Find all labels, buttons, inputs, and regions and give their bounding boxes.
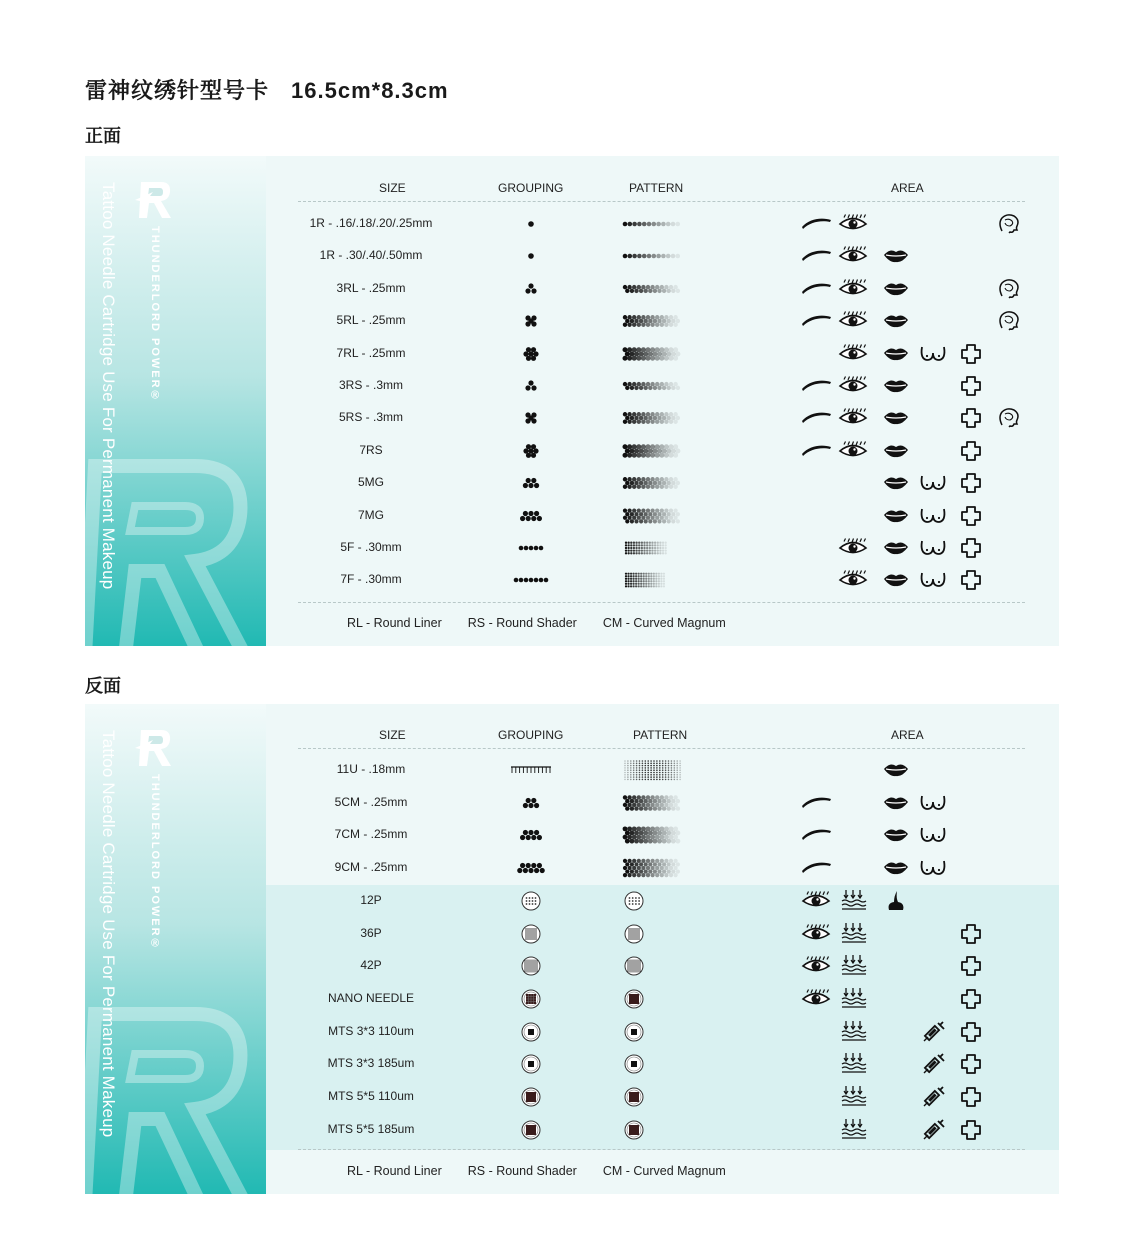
grouping-icon — [511, 245, 551, 267]
eye-icon — [801, 888, 831, 912]
legend-item: RL - Round Liner — [347, 1164, 442, 1178]
eye-icon — [838, 341, 868, 365]
lip-icon — [881, 855, 911, 879]
plus-icon — [956, 986, 986, 1010]
grouping-icon — [511, 890, 551, 912]
grouping-icon — [511, 537, 551, 559]
size-label: 5RL - .25mm — [336, 313, 406, 328]
grouping-icon — [511, 857, 551, 879]
plus-icon — [956, 1084, 986, 1108]
back-header-pattern: PATTERN — [633, 728, 688, 742]
lip-icon — [881, 276, 911, 300]
size-label: 5RS - .3mm — [338, 410, 403, 425]
size-label: 7CM - .25mm — [334, 827, 408, 842]
back-header-grouping: GROUPING — [498, 728, 564, 742]
pattern-icon — [622, 472, 684, 494]
grouping-icon — [511, 375, 551, 397]
back-card — [85, 704, 1059, 1194]
plus-icon — [956, 438, 986, 462]
brow-icon — [801, 211, 831, 235]
table-row — [266, 272, 1059, 305]
table-row — [266, 207, 1059, 240]
table-row — [266, 818, 1059, 851]
eye-icon — [838, 276, 868, 300]
grouping-icon — [511, 824, 551, 846]
front-legend — [347, 616, 752, 630]
skin-icon — [838, 1051, 868, 1075]
pattern-icon — [622, 440, 684, 462]
brow-icon — [801, 373, 831, 397]
grouping-icon — [511, 213, 551, 235]
size-label: 1R - .30/.40/.50mm — [319, 248, 423, 263]
table-row — [266, 1047, 1059, 1080]
lip-icon — [881, 438, 911, 462]
eye-icon — [801, 953, 831, 977]
pattern-icon — [622, 343, 684, 365]
breast-icon — [918, 503, 948, 527]
lip-icon — [881, 341, 911, 365]
grouping-icon — [511, 569, 551, 591]
plus-icon — [956, 1117, 986, 1141]
skin-icon — [838, 1019, 868, 1043]
plus-icon — [956, 470, 986, 494]
face-icon — [994, 211, 1024, 235]
lip-icon — [881, 790, 911, 814]
syringe-icon — [918, 1117, 948, 1141]
eye-icon — [838, 308, 868, 332]
pattern-icon — [622, 505, 684, 527]
title-dimensions: 16.5cm*8.3cm — [291, 78, 449, 103]
pattern-icon — [622, 278, 684, 300]
table-row — [266, 531, 1059, 564]
table-row — [266, 949, 1059, 982]
plus-icon — [956, 1051, 986, 1075]
page-title — [85, 74, 449, 105]
face-icon — [994, 308, 1024, 332]
legend-item: CM - Curved Magnum — [602, 616, 726, 630]
plus-icon — [956, 341, 986, 365]
legend-item: RS - Round Shader — [467, 616, 577, 630]
pattern-icon — [622, 1119, 684, 1141]
lip-icon — [881, 405, 911, 429]
front-divider-top — [298, 201, 1025, 202]
size-label: 3RS - .3mm — [338, 378, 403, 392]
breast-icon — [918, 855, 948, 879]
size-label: 3RL - .25mm — [336, 280, 406, 295]
table-row — [266, 884, 1059, 917]
front-header-grouping: GROUPING — [498, 181, 564, 195]
size-label: MTS 5*5 110um — [328, 1089, 414, 1103]
plus-icon — [956, 921, 986, 945]
size-label: 5F - .30mm — [340, 540, 402, 554]
size-label: 7MG — [357, 507, 384, 522]
plus-icon — [956, 953, 986, 977]
syringe-icon — [918, 1019, 948, 1043]
legend-item: RL - Round Liner — [347, 616, 442, 630]
front-side-panel — [85, 156, 266, 646]
back-side-tagline: Tattoo Needle Cartridge Use For Permanent Makeup — [99, 730, 118, 1138]
pattern-icon — [622, 890, 684, 912]
lip-icon — [881, 757, 911, 781]
front-header-pattern: PATTERN — [629, 181, 684, 195]
syringe-icon — [918, 1051, 948, 1075]
hair-icon — [881, 888, 911, 912]
brow-icon — [801, 276, 831, 300]
table-row — [266, 982, 1059, 1015]
table-row — [266, 753, 1059, 786]
brow-icon — [801, 405, 831, 429]
lip-icon — [881, 308, 911, 332]
back-label: 反面 — [85, 676, 121, 697]
face-icon — [994, 405, 1024, 429]
pattern-icon — [622, 988, 684, 1010]
legend-item: RS - Round Shader — [467, 1164, 577, 1178]
grouping-icon — [511, 955, 551, 977]
size-label: NANO NEEDLE — [327, 990, 415, 1005]
front-side-brand: THUNDERLORD POWER® — [149, 226, 161, 404]
eye-icon — [838, 373, 868, 397]
skin-icon — [838, 921, 868, 945]
eye-icon — [801, 986, 831, 1010]
breast-icon — [918, 822, 948, 846]
syringe-icon — [918, 1084, 948, 1108]
pattern-icon — [622, 407, 684, 429]
brow-icon — [801, 790, 831, 814]
table-row — [266, 1080, 1059, 1113]
lip-icon — [881, 535, 911, 559]
back-header-size: SIZE — [379, 728, 406, 742]
grouping-icon — [511, 440, 551, 462]
eye-icon — [838, 211, 868, 235]
size-label: 5MG — [357, 475, 384, 490]
pattern-icon — [622, 824, 684, 846]
grouping-icon — [511, 1021, 551, 1043]
size-label: 42P — [360, 958, 382, 973]
brow-icon — [801, 822, 831, 846]
size-label: MTS 3*3 185um — [327, 1056, 415, 1071]
pattern-icon — [622, 569, 684, 591]
pattern-icon — [622, 857, 684, 879]
back-divider-top — [298, 748, 1025, 749]
back-header-area: AREA — [891, 728, 924, 742]
thunderlord-logo-icon — [135, 178, 175, 222]
pattern-icon — [622, 245, 684, 267]
table-row — [266, 239, 1059, 272]
pattern-icon — [622, 375, 684, 397]
pattern-icon — [622, 537, 684, 559]
front-side-tagline: Tattoo Needle Cartridge Use For Permanent Makeup — [99, 182, 118, 590]
lip-icon — [881, 243, 911, 267]
eye-icon — [838, 535, 868, 559]
pattern-icon — [622, 1086, 684, 1108]
eye-icon — [838, 567, 868, 591]
table-row — [266, 563, 1059, 596]
lip-icon — [881, 822, 911, 846]
back-divider-bottom — [298, 1149, 1025, 1150]
plus-icon — [956, 503, 986, 527]
table-row — [266, 1015, 1059, 1048]
brow-icon — [801, 855, 831, 879]
pattern-icon — [622, 792, 684, 814]
face-icon — [994, 276, 1024, 300]
plus-icon — [956, 373, 986, 397]
pattern-icon — [622, 213, 684, 235]
skin-icon — [838, 1084, 868, 1108]
breast-icon — [918, 470, 948, 494]
thunderlord-logo-icon — [135, 726, 175, 770]
lip-icon — [881, 567, 911, 591]
pattern-icon — [622, 923, 684, 945]
size-label: 7RS — [359, 442, 383, 457]
eye-icon — [838, 243, 868, 267]
table-row — [266, 786, 1059, 819]
legend-item: CM - Curved Magnum — [602, 1164, 726, 1178]
lip-icon — [881, 470, 911, 494]
breast-icon — [918, 567, 948, 591]
back-side-brand: THUNDERLORD POWER® — [149, 774, 161, 952]
pattern-icon — [622, 1053, 684, 1075]
grouping-icon — [511, 505, 551, 527]
eye-icon — [801, 921, 831, 945]
grouping-icon — [511, 1119, 551, 1141]
brow-icon — [801, 308, 831, 332]
pattern-icon — [622, 310, 684, 332]
table-row — [266, 304, 1059, 337]
table-row — [266, 499, 1059, 532]
size-label: 7F - .30mm — [340, 572, 402, 587]
grouping-icon — [511, 278, 551, 300]
plus-icon — [956, 1019, 986, 1043]
pattern-icon — [622, 1021, 684, 1043]
table-row — [266, 369, 1059, 402]
front-label: 正面 — [85, 126, 121, 147]
table-row — [266, 851, 1059, 884]
size-label: 11U - .18mm — [336, 762, 406, 776]
table-row — [266, 434, 1059, 467]
grouping-icon — [511, 988, 551, 1010]
grouping-icon — [511, 1053, 551, 1075]
breast-icon — [918, 341, 948, 365]
table-row — [266, 466, 1059, 499]
grouping-icon — [511, 472, 551, 494]
skin-icon — [838, 953, 868, 977]
grouping-icon — [511, 1086, 551, 1108]
pattern-icon — [622, 759, 684, 781]
table-row — [266, 1113, 1059, 1146]
size-label: MTS 3*3 110um — [328, 1023, 414, 1038]
size-label: MTS 5*5 185um — [327, 1121, 415, 1136]
pattern-icon — [622, 955, 684, 977]
grouping-icon — [511, 759, 551, 781]
skin-icon — [838, 888, 868, 912]
front-header-size: SIZE — [379, 181, 406, 195]
plus-icon — [956, 567, 986, 591]
back-legend — [347, 1164, 752, 1178]
size-label: 7RL - .25mm — [336, 345, 406, 360]
size-label: 36P — [360, 925, 382, 940]
lip-icon — [881, 373, 911, 397]
brow-icon — [801, 438, 831, 462]
breast-icon — [918, 535, 948, 559]
back-side-panel — [85, 704, 266, 1194]
brow-icon — [801, 243, 831, 267]
front-card — [85, 156, 1059, 646]
grouping-icon — [511, 923, 551, 945]
front-divider-bottom — [298, 602, 1025, 603]
table-row — [266, 917, 1059, 950]
breast-icon — [918, 790, 948, 814]
table-row — [266, 337, 1059, 370]
eye-icon — [838, 438, 868, 462]
size-label: 1R - .16/.18/.20/.25mm — [309, 216, 433, 230]
title-cn: 雷神纹绣针型号卡 — [85, 79, 270, 104]
grouping-icon — [511, 310, 551, 332]
lip-icon — [881, 503, 911, 527]
eye-icon — [838, 405, 868, 429]
table-row — [266, 401, 1059, 434]
front-header-area: AREA — [891, 181, 924, 195]
plus-icon — [956, 535, 986, 559]
size-label: 12P — [360, 892, 382, 907]
skin-icon — [838, 1117, 868, 1141]
grouping-icon — [511, 792, 551, 814]
size-label: 5CM - .25mm — [334, 794, 408, 809]
plus-icon — [956, 405, 986, 429]
size-label: 9CM - .25mm — [334, 860, 408, 875]
grouping-icon — [511, 407, 551, 429]
skin-icon — [838, 986, 868, 1010]
grouping-icon — [511, 343, 551, 365]
